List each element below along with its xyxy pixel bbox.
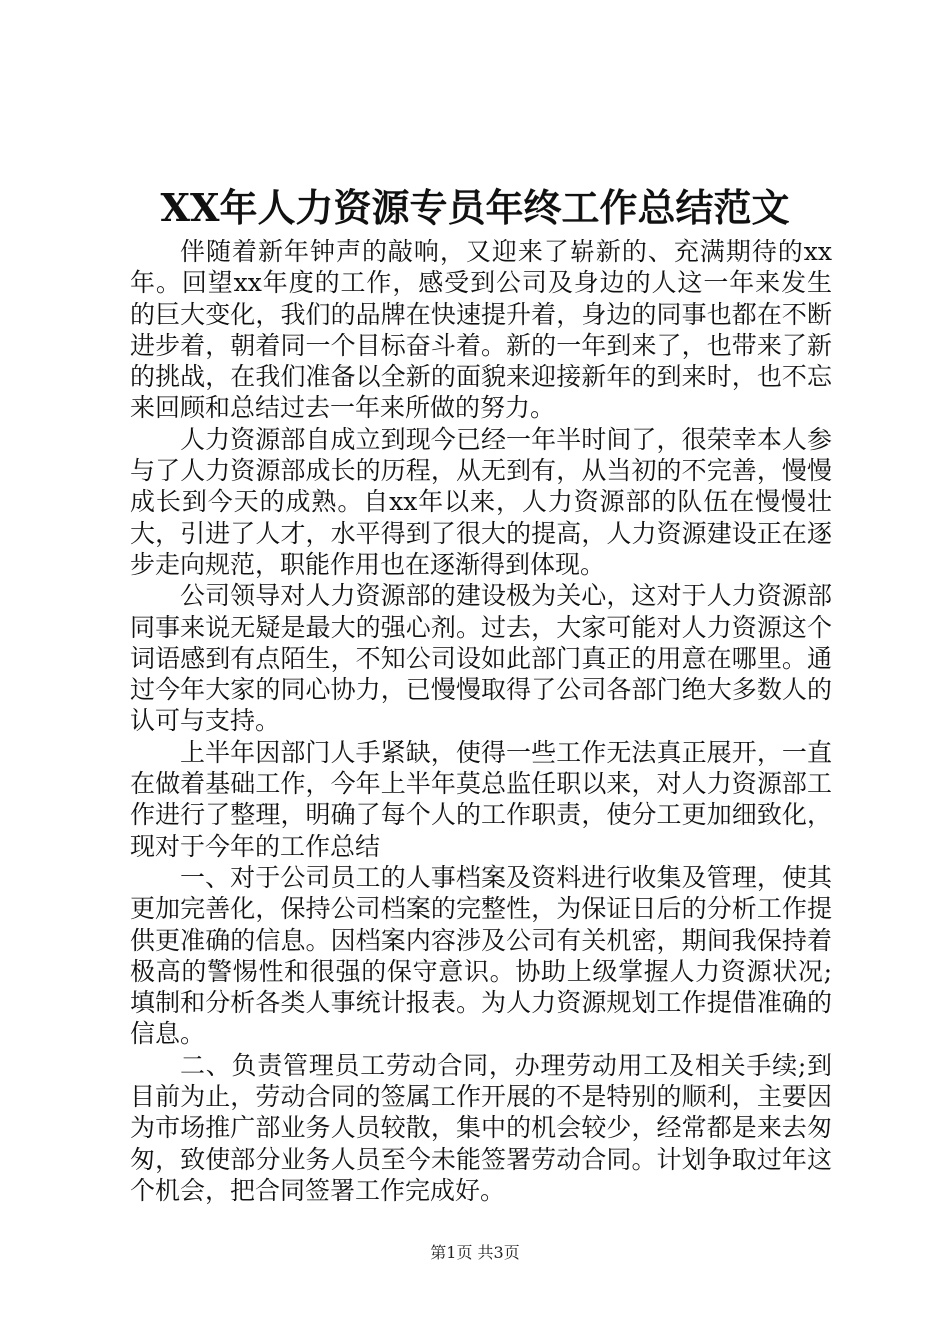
paragraph-department-history: 人力资源部自成立到现今已经一年半时间了，很荣幸本人参与了人力资源部成长的历程，从无到有，从当初的不完善，慢慢成长到今天的成熟。自xx年以来，人力资源部的队伍在慢慢壮大，引进了人才，水平得到了很大的提高，人力资源建设正在逐步走向规范，职能作用也在逐渐得到体现。 [130, 424, 832, 579]
paragraph-intro: 伴随着新年钟声的敲响，又迎来了崭新的、充满期待的xx年。回望xx年度的工作，感受到公司及身边的人这一年来发生的巨大变化，我们的品牌在快速提升着，身边的同事也都在不断进步着，朝着同一个目标奋斗着。新的一年到来了，也带来了新的挑战，在我们准备以全新的面貌来迎接新年的到来时，也不忘来回顾和总结过去一年来所做的努力。 [130, 237, 832, 423]
document-body [130, 236, 832, 1206]
page-title: XX年人力资源专员年终工作总结范文 [160, 185, 790, 230]
paragraph-leadership-support: 公司领导对人力资源部的建设极为关心，这对于人力资源部同事来说无疑是最大的强心剂。过去，大家可能对人力资源这个词语感到有点陌生，不知公司设如此部门真正的用意在哪里。通过今年大家的同心协力，已慢慢取得了公司各部门绝大多数人的认可与支持。 [130, 581, 832, 736]
paragraph-first-half-year: 上半年因部门人手紧缺，使得一些工作无法真正展开，一直在做着基础工作，今年上半年莫总监任职以来，对人力资源部工作进行了整理，明确了每个人的工作职责，使分工更加细致化，现对于今年的工作总结 [130, 737, 832, 861]
page-footer: 第1页 共3页 [430, 1243, 520, 1262]
paragraph-item-one-archives: 一、对于公司员工的人事档案及资料进行收集及管理，使其更加完善化，保持公司档案的完整性，为保证日后的分析工作提供更准确的信息。因档案内容涉及公司有关机密，期间我保持着极高的警惕性和很强的保守意识。协助上级掌握人力资源状况;填制和分析各类人事统计报表。为人力资源规划工作提借准确的信息。 [130, 862, 832, 1049]
paragraph-item-two-contracts: 二、负责管理员工劳动合同，办理劳动用工及相关手续;到目前为止，劳动合同的签属工作开展的不是特别的顺利，主要因为市场推广部业务人员较散，集中的机会较少，经常都是来去匆匆，致使部分业务人员至今未能签署劳动合同。计划争取过年这个机会，把合同签署工作完成好。 [130, 1050, 832, 1205]
